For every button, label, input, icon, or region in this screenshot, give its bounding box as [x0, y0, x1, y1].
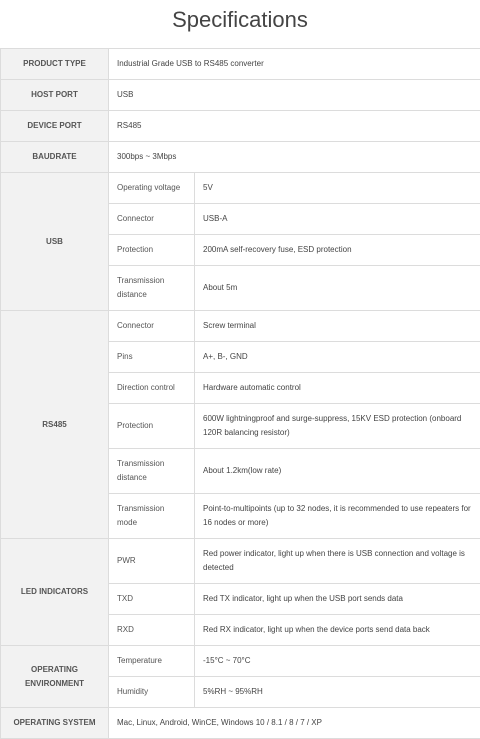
- specifications-table: [0, 48, 480, 739]
- spec-category: USB: [1, 173, 109, 311]
- spec-value: 200mA self-recovery fuse, ESD protection: [195, 235, 480, 266]
- spec-label: Temperature: [109, 646, 195, 677]
- spec-value: RS485: [109, 111, 480, 142]
- spec-value: Red RX indicator, light up when the device ports send data back: [195, 615, 480, 646]
- spec-value: Industrial Grade USB to RS485 converter: [109, 49, 480, 80]
- spec-label: Direction control: [109, 373, 195, 404]
- spec-category: RS485: [1, 311, 109, 539]
- spec-category: BAUDRATE: [1, 142, 109, 173]
- spec-category: HOST PORT: [1, 80, 109, 111]
- table-row: [1, 539, 480, 584]
- spec-value: 5V: [195, 173, 480, 204]
- spec-label: Pins: [109, 342, 195, 373]
- table-row: [1, 49, 480, 80]
- spec-label: Connector: [109, 311, 195, 342]
- spec-label: PWR: [109, 539, 195, 584]
- spec-value: -15°C ~ 70°C: [195, 646, 480, 677]
- spec-value: Red power indicator, light up when there is USB connection and voltage is detected: [195, 539, 480, 584]
- spec-category: OPERATING ENVIRONMENT: [1, 646, 109, 708]
- table-row: [1, 708, 480, 739]
- spec-label: Humidity: [109, 677, 195, 708]
- spec-label: Transmission mode: [109, 494, 195, 539]
- spec-value: Red TX indicator, light up when the USB port sends data: [195, 584, 480, 615]
- spec-label: Operating voltage: [109, 173, 195, 204]
- spec-value: About 1.2km(low rate): [195, 449, 480, 494]
- page-title: Specifications: [0, 0, 480, 48]
- table-row: [1, 646, 480, 677]
- spec-value: About 5m: [195, 266, 480, 311]
- spec-label: Protection: [109, 235, 195, 266]
- spec-label: RXD: [109, 615, 195, 646]
- spec-value: 300bps ~ 3Mbps: [109, 142, 480, 173]
- spec-value: 600W lightningproof and surge-suppress, 15KV ESD protection (onboard 120R balancing resistor): [195, 404, 480, 449]
- table-row: [1, 111, 480, 142]
- spec-label: Transmission distance: [109, 266, 195, 311]
- spec-label: Transmission distance: [109, 449, 195, 494]
- spec-value: Point-to-multipoints (up to 32 nodes, it is recommended to use repeaters for 16 nodes or more): [195, 494, 480, 539]
- spec-value: USB-A: [195, 204, 480, 235]
- table-row: [1, 80, 480, 111]
- spec-value: USB: [109, 80, 480, 111]
- spec-value: Hardware automatic control: [195, 373, 480, 404]
- spec-category: PRODUCT TYPE: [1, 49, 109, 80]
- spec-value: Screw terminal: [195, 311, 480, 342]
- spec-value: A+, B-, GND: [195, 342, 480, 373]
- table-row: [1, 173, 480, 204]
- spec-category: LED INDICATORS: [1, 539, 109, 646]
- spec-value: 5%RH ~ 95%RH: [195, 677, 480, 708]
- spec-category: DEVICE PORT: [1, 111, 109, 142]
- spec-label: Connector: [109, 204, 195, 235]
- table-row: [1, 142, 480, 173]
- spec-label: Protection: [109, 404, 195, 449]
- spec-label: TXD: [109, 584, 195, 615]
- spec-value: Mac, Linux, Android, WinCE, Windows 10 / 8.1 / 8 / 7 / XP: [109, 708, 480, 739]
- spec-category: OPERATING SYSTEM: [1, 708, 109, 739]
- table-row: [1, 311, 480, 342]
